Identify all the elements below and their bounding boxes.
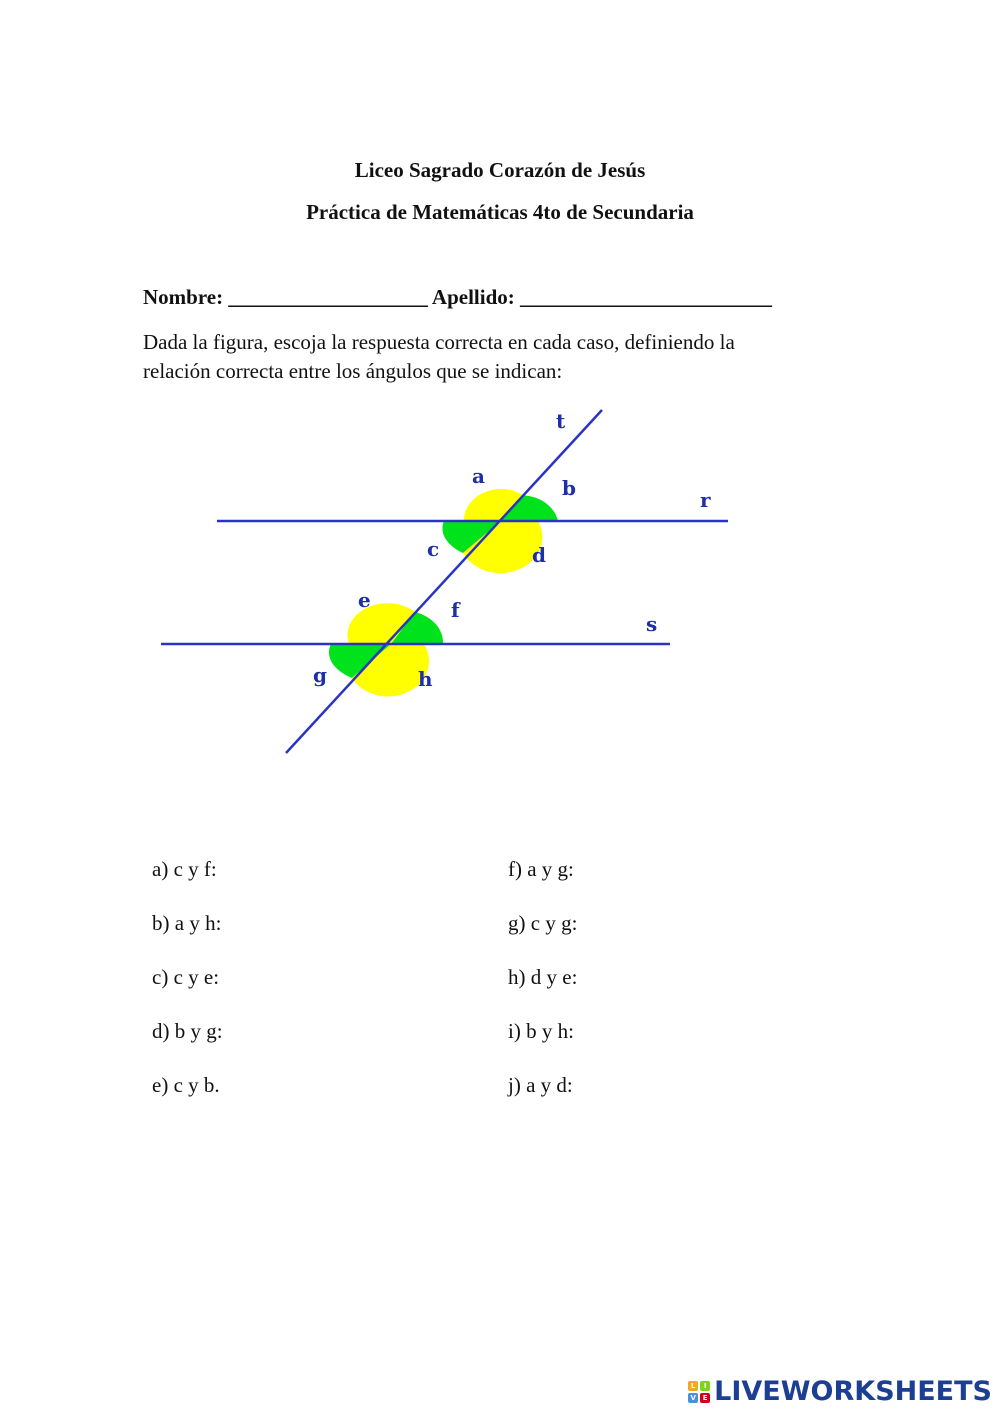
instructions-line-1: Dada la figura, escoja la respuesta correcta en cada caso, definiendo la [143,330,735,354]
question-a: a) c y f: [152,857,217,881]
label-r: r [700,488,711,512]
school-title: Liceo Sagrado Corazón de Jesús [354,158,646,182]
label-h: h [418,667,433,691]
instructions-line-2: relación correcta entre los ángulos que se indican: [143,359,563,383]
logo-letter-i: I [700,1381,710,1391]
label-b: b [562,476,576,500]
question-e: e) c y b. [152,1073,220,1097]
question-g: g) c y g: [508,911,578,935]
label-a: a [472,464,485,488]
logo-letter-l: L [688,1381,698,1391]
logo-letter-e: E [700,1393,710,1403]
question-b: b) a y h: [152,911,222,935]
question-d: d) b y g: [152,1019,223,1043]
line-t [286,410,602,753]
label-c: c [427,537,440,561]
logo-letter-v: V [688,1393,698,1403]
question-i: i) b y h: [508,1019,574,1043]
label-e: e [358,588,371,612]
practice-title: Práctica de Matemáticas 4to de Secundaria [306,200,694,224]
liveworksheets-watermark [688,1376,992,1407]
label-d: d [532,543,546,567]
question-c: c) c y e: [152,965,220,989]
question-f: f) a y g: [508,857,574,881]
question-h: h) d y e: [508,965,578,989]
label-s: s [646,612,658,636]
label-g: g [313,663,327,687]
liveworksheets-logo-icon [688,1381,710,1403]
name-surname-line: Nombre: ___________________ Apellido: ________________________ [143,285,773,309]
liveworksheets-text: LIVEWORKSHEETS [714,1376,992,1407]
label-f: f [451,598,460,622]
label-t: t [556,409,566,433]
question-j: j) a y d: [508,1073,573,1097]
